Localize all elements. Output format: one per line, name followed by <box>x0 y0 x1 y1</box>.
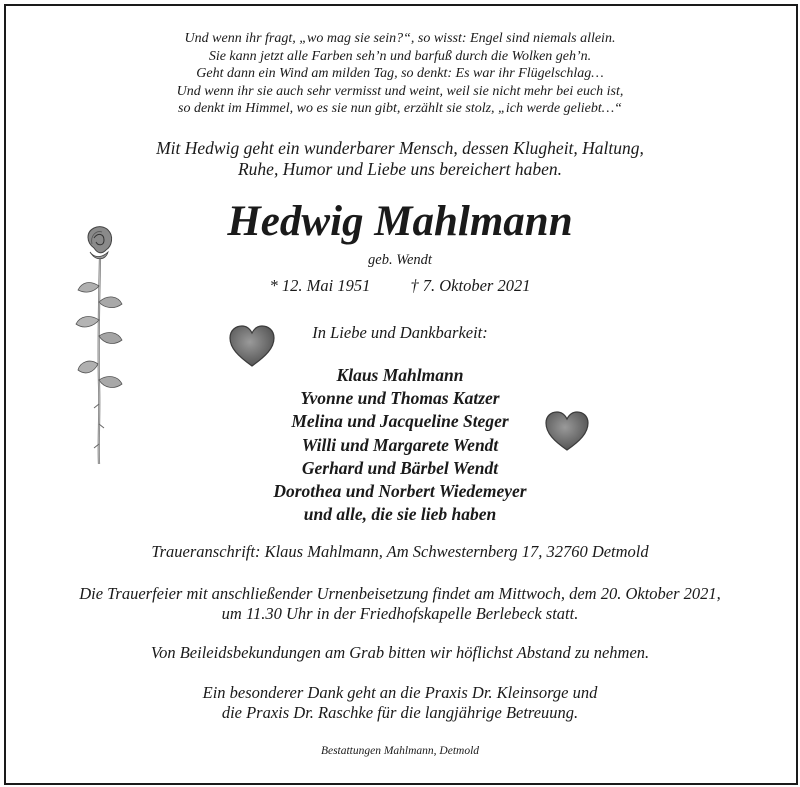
poem <box>0 30 800 118</box>
deceased-name: Hedwig Mahlmann <box>227 198 573 245</box>
family-member: Dorothea und Norbert Wiedemeyer <box>273 481 527 502</box>
ceremony-line: Die Trauerfeier mit anschließender Urnenbeisetzung findet am Mittwoch, dem 20. Oktober 2021, <box>79 584 721 603</box>
gratitude-line: die Praxis Dr. Raschke für die langjährige Betreuung. <box>221 703 579 722</box>
maiden-name: geb. Wendt <box>368 252 432 268</box>
poem-line: Und wenn ihr fragt, „wo mag sie sein?“, so wisst: Engel sind niemals allein. <box>184 31 616 46</box>
thanks-line: In Liebe und Dankbarkeit: <box>312 323 488 342</box>
intro-text <box>0 138 800 180</box>
birth-date: * 12. Mai 1951 <box>269 276 371 295</box>
rose-icon <box>72 224 128 468</box>
poem-line: Geht dann ein Wind am milden Tag, so denkt: Es war ihr Flügelschlag… <box>196 66 604 82</box>
gratitude-note <box>0 683 800 723</box>
intro-line: Mit Hedwig geht ein wunderbarer Mensch, dessen Klugheit, Haltung, <box>156 138 644 158</box>
family-member: Gerhard und Bärbel Wendt <box>301 457 499 478</box>
family-member: Melina und Jacqueline Steger <box>291 411 509 432</box>
gratitude-line: Ein besonderer Dank geht an die Praxis Dr. Kleinsorge und <box>202 683 598 702</box>
heart-icon <box>544 410 590 452</box>
family-member: Klaus Mahlmann <box>336 365 464 385</box>
death-date: † 7. Oktober 2021 <box>410 276 531 295</box>
family-member: und alle, die sie lieb haben <box>303 504 497 525</box>
intro-line: Ruhe, Humor und Liebe uns bereichert haben. <box>237 159 562 179</box>
family-member: Willi und Margarete Wendt <box>301 434 499 455</box>
ceremony-info <box>0 584 800 624</box>
heart-icon <box>228 324 276 368</box>
poem-line: so denkt im Himmel, wo es sie nun gibt, erzählt sie stolz, „ich werde geliebt…“ <box>178 101 622 117</box>
mourning-address: Traueranschrift: Klaus Mahlmann, Am Schwesternberg 17, 32760 Detmold <box>151 542 649 561</box>
ceremony-line: um 11.30 Uhr in der Friedhofskapelle Berlebeck statt. <box>221 604 579 623</box>
condolence-note: Von Beileidsbekundungen am Grab bitten wir höflichst Abstand zu nehmen. <box>150 643 650 662</box>
family-member: Yvonne und Thomas Katzer <box>300 388 500 409</box>
undertaker-credit: Bestattungen Mahlmann, Detmold <box>320 745 480 757</box>
poem-line: Sie kann jetzt alle Farben seh’n und barfuß durch die Wolken geh’n. <box>208 48 592 64</box>
poem-line: Und wenn ihr sie auch sehr vermisst und weint, weil sie nicht mehr bei euch ist, <box>176 83 624 99</box>
